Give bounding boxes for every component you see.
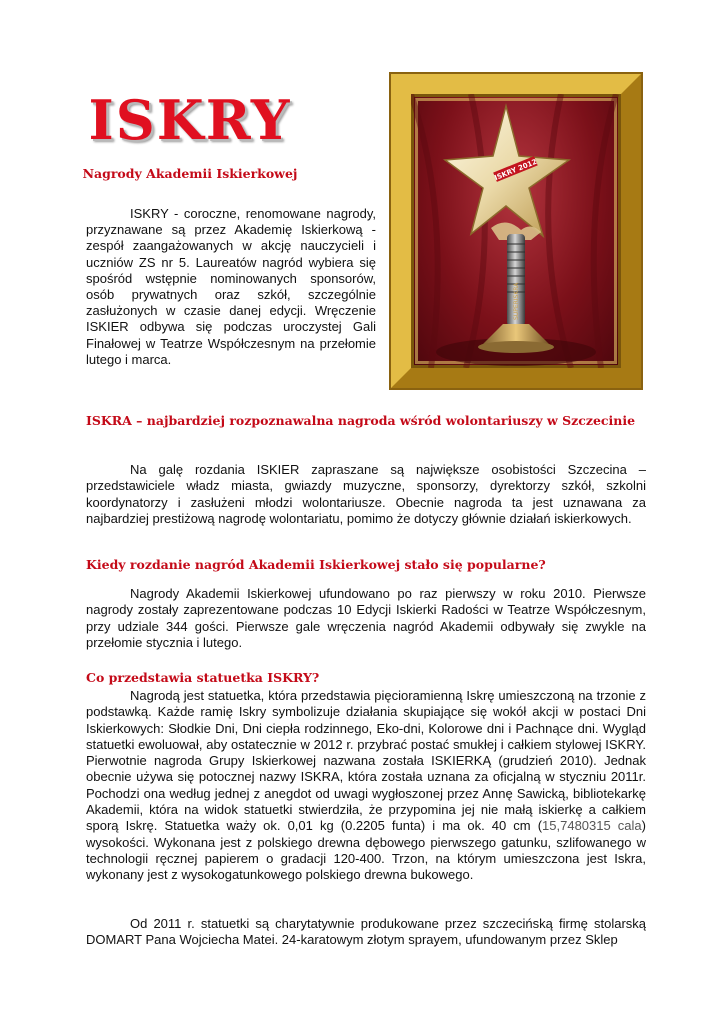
award-photo-frame [391, 74, 641, 388]
page-title: ISKRY [88, 88, 292, 152]
section-text-production: Od 2011 r. statuetki są charytatywnie produkowane przez szczecińską firmę stolarską DOMART Pana Wojciecha Matei. 24-karatowym złotym sprayem, ufundowanym przez Sklep [86, 916, 646, 948]
stem-label: SUPERISKRA [513, 282, 520, 320]
section-heading-statuette: Co przedstawia statuetka ISKRY? [86, 670, 320, 685]
section-text-statuette: Nagrodą jest statuetka, która przedstawia pięcioramienną Iskrę umieszczoną na trzonie z podstawką. Każde ramię Iskry symbolizuje działania skupiające się wokół akcji w postaci Dni Iskierkowych: Słodkie Dni, Dni ciepła rodzinnego, Eko-dni, Kolorowe dni i Pachnące dni. Wygląd statuetki ewoluował, aby ostatecznie w 2012 r. przybrać postać smukłej i całkiem stylowej ISKRY. Pierwotnie nagroda Grupy Iskierkowej nazwana została ISKIERKĄ (grudzień 2010). Jednak obecnie używa się potocznej nazwy ISKRA, która została uznana za oficjalną w styczniu 2011r. Pochodzi ona według jednej z anegdot od uwagi wygłoszonej przez Annę Sawicką, bibliotekarkę Akademii, która na widok statuetki stwierdziła, że przypomina jej nie małą iskierkę a całkiem sporą Iskrę. Statuetka waży ok. 0,01 kg (0.2205 funta) i ma ok. 40 cm (15,7480315 cala) wysokości. Wykonana jest z polskiego drewna dębowego pierwszego gatunku, szlifowanego w technologii ręcznej papierem o gradacji 120-400. Trzon, na którym umieszczona jest Iskra, wykonany jest z wysokogatunkowego polskiego drewna bukowego. [86, 688, 646, 883]
section-heading-popularity: Kiedy rozdanie nagród Akademii Iskierkowej stało się popularne? [86, 557, 546, 572]
section-text-popularity: Nagrody Akademii Iskierkowej ufundowano po raz pierwszy w roku 2010. Pierwsze nagrody zostały zaprezentowane podczas 10 Edycji Iskierki Radości w Teatrze Współczesnym, przy udziale 344 gości. Pierwsze gale wręczenia nagród Akademii odbywały się zwykle na przełomie stycznia i lutego. [86, 586, 646, 650]
page-subtitle: Nagrody Akademii Iskierkowej [82, 166, 298, 181]
section-text-iskra: Na galę rozdania ISKIER zapraszane są największe osobistości Szczecina – przedstawiciele władz miasta, gwiazdy muzyczne, sponsorzy, dyrektorzy szkół, szkolni koordynatorzy i zasłużeni młodzi wolontariusze. Obecnie nagroda ta jest uznawana za najbardziej prestiżową nagrodę wolontariatu, pomimo że dotyczy głównie działań iskierkowych. [86, 462, 646, 526]
intro-paragraph: ISKRY - coroczne, renomowane nagrody, przyznawane są przez Akademię Iskierkową - zespół zaangażowanych w akcję nauczycieli i uczniów ZS nr 5. Laureatów nagród wybiera się spośród wstępnie nominowanych sponsorów, osób prywatnych oraz szkół, szczególnie zasłużonych w czasie danej edycji. Wręczenie ISKIER odbywa się podczas uroczystej Gali Finałowej w Teatrze Współczesnym na przełomie lutego i marca. [86, 206, 376, 367]
award-statuette-image [411, 94, 621, 368]
section-heading-iskra: ISKRA – najbardziej rozpoznawalna nagroda wśród wolontariuszy w Szczecinie [86, 413, 636, 428]
star-label: ISKRY 2012 [493, 157, 539, 183]
